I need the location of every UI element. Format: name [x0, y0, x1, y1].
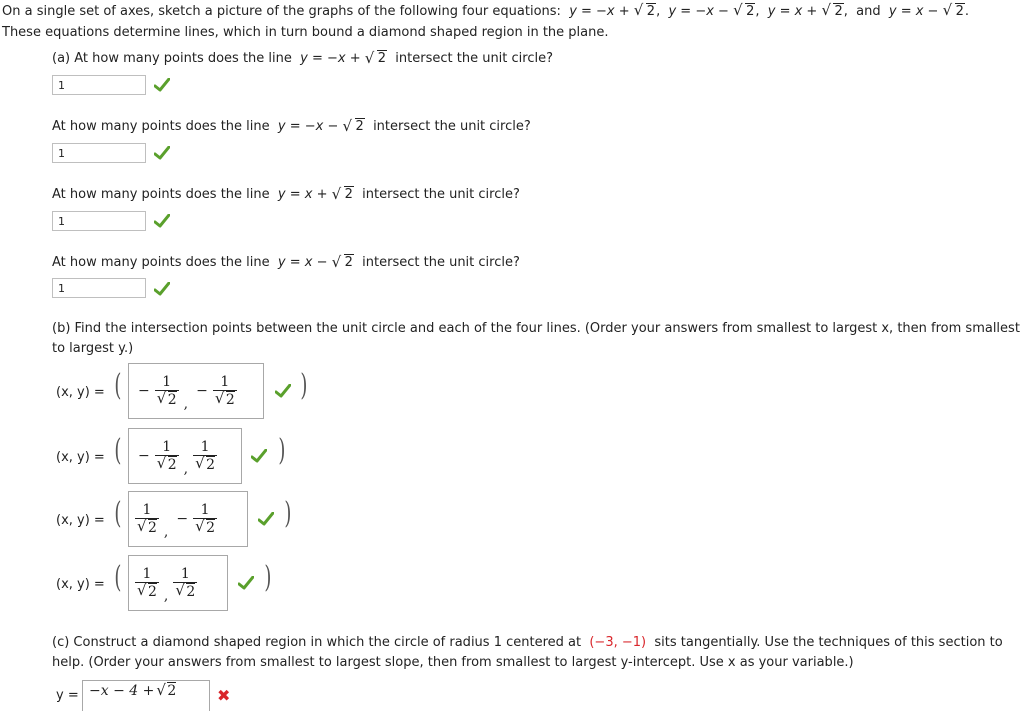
- intro-line-2: These equations determine lines, which in turn bound a diamond shaped region in the plane.: [2, 25, 609, 40]
- sqrt: √ 2: [942, 1, 964, 19]
- answer-box-b3[interactable]: 1 √ 2 , − 1 √ 2: [128, 491, 248, 547]
- answer-input-a4[interactable]: 1: [52, 278, 146, 298]
- close-paren: ): [284, 496, 292, 531]
- open-paren: (: [114, 560, 122, 595]
- answer-input-a1[interactable]: 1: [52, 75, 146, 95]
- part-b-question-line-2: to largest y.): [52, 341, 134, 356]
- part-a-question-1: (a) At how many points does the line y = −x + √ 2 intersect the unit circle?: [52, 49, 553, 67]
- answer-box-b4[interactable]: 1 √ 2 , 1 √ 2: [128, 555, 228, 611]
- part-a-question-4: At how many points does the line y = x − √ 2 intersect the unit circle?: [52, 253, 520, 271]
- xy-label: (x, y) =: [56, 577, 105, 592]
- sqrt: √ 2: [821, 1, 843, 19]
- x-icon: ✖: [217, 686, 231, 705]
- xy-label: (x, y) =: [56, 450, 105, 465]
- part-a-question-3: At how many points does the line y = x + √ 2 intersect the unit circle?: [52, 185, 520, 203]
- part-b-question-line-1: (b) Find the intersection points between the unit circle and each of the four lines. (Order your answers from smallest to largest x, then from smallest: [52, 321, 1020, 336]
- intro-line-1: On a single set of axes, sketch a picture of the graphs of the following four equations: y = −x + √ 2, y = −x − √ 2, y = x + √ 2, and y = x − √ 2.: [2, 2, 969, 22]
- answer-box-b1[interactable]: − 1 √ 2 , − 1 √ 2: [128, 363, 264, 419]
- close-paren: ): [300, 368, 308, 403]
- part-c-question-line-1: (c) Construct a diamond shaped region in which the circle of radius 1 centered at (−3, −1) sits tangentially. Use the techniques of this section to: [52, 635, 1003, 650]
- xy-label: (x, y) =: [56, 385, 105, 400]
- answer-box-c1[interactable]: −x − 4 + √ 2: [82, 680, 210, 711]
- open-paren: (: [114, 496, 122, 531]
- check-icon: [154, 214, 170, 228]
- check-icon: [275, 384, 291, 398]
- check-icon: [154, 282, 170, 296]
- sqrt: √ 2: [633, 1, 656, 19]
- check-icon: [154, 78, 170, 92]
- y-equals-label: y =: [56, 688, 79, 703]
- answer-input-a2[interactable]: 1: [52, 143, 146, 163]
- check-icon: [251, 449, 267, 463]
- answer-input-a3[interactable]: 1: [52, 211, 146, 231]
- part-c-question-line-2: help. (Order your answers from smallest to largest slope, then from smallest to largest y-intercept. Use x as your variable.): [52, 655, 854, 670]
- check-icon: [258, 512, 274, 526]
- answer-box-b2[interactable]: − 1 √ 2 , 1 √ 2: [128, 428, 242, 484]
- open-paren: (: [114, 368, 122, 403]
- close-paren: ): [264, 560, 272, 595]
- highlighted-point: (−3, −1): [589, 635, 647, 650]
- part-a-question-2: At how many points does the line y = −x − √ 2 intersect the unit circle?: [52, 117, 531, 135]
- close-paren: ): [278, 433, 286, 468]
- sqrt: √ 2: [733, 1, 755, 19]
- open-paren: (: [114, 433, 122, 468]
- check-icon: [238, 576, 254, 590]
- xy-label: (x, y) =: [56, 513, 105, 528]
- check-icon: [154, 146, 170, 160]
